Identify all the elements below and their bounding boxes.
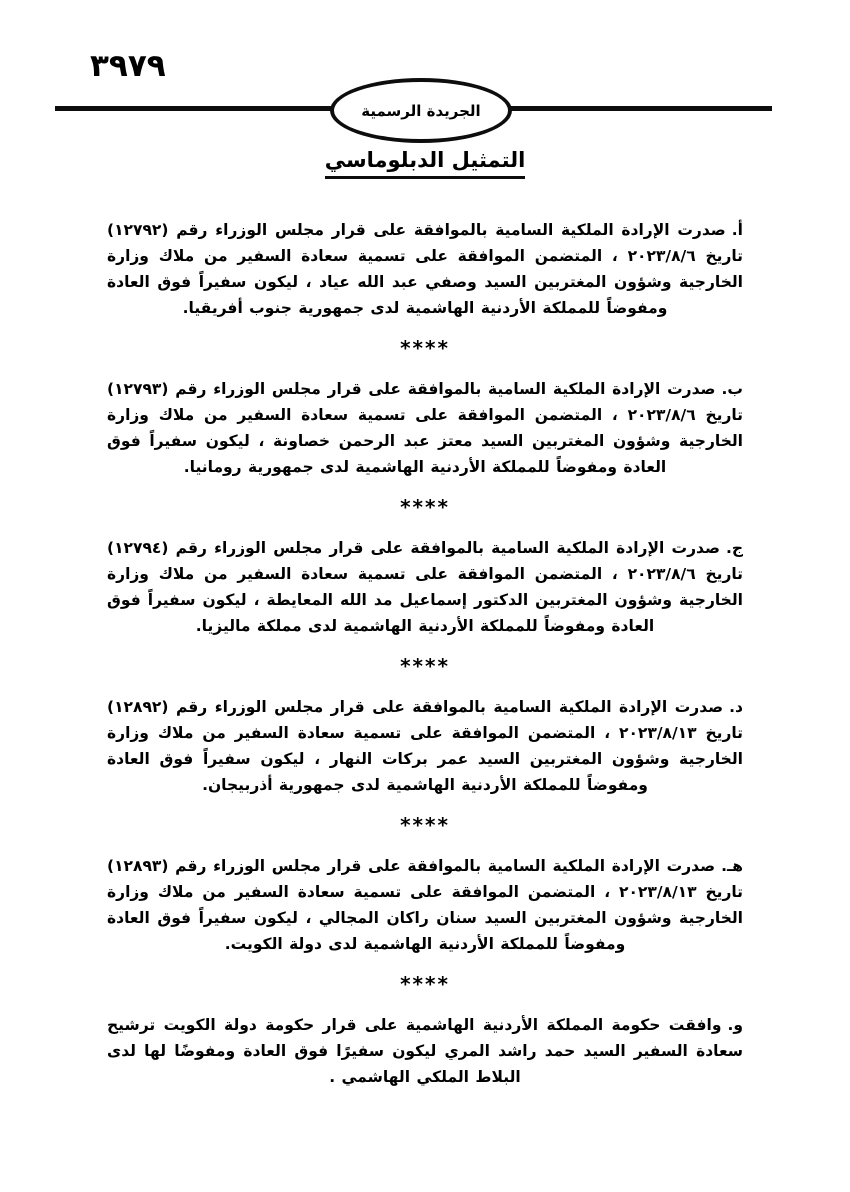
decree-text: صدرت الإرادة الملكية السامية بالموافقة على قرار مجلس الوزراء رقم (١٢٧٩٣) تاريخ ٢٠٢٣/٨/٦ ، المتضمن الموافقة على تسمية سعادة السفير من ملاك وزارة الخارجية وشؤون المغتربين السيد معتز عبد الرحمن خصاونة ، ليكون سفيراً فوق العادة ومفوضاً للمملكة الأردنية الهاشمية لدى جمهورية رومانيا.	[107, 379, 744, 476]
decree-label: أ.	[731, 220, 743, 239]
section-separator: ****	[400, 972, 450, 996]
decree-label: ب.	[721, 379, 743, 398]
decree-text: صدرت الإرادة الملكية السامية بالموافقة على قرار مجلس الوزراء رقم (١٢٨٩٣) تاريخ ٢٠٢٣/٨/١٣ ، المتضمن الموافقة على تسمية سعادة السفير من ملاك وزارة الخارجية وشؤون المغتربين السيد سنان راكان المجالي ، ليكون سفيراً فوق العادة ومفوضاً للمملكة الأردنية الهاشمية لدى دولة الكويت.	[107, 856, 744, 953]
gazette-seal-text: الجريدة الرسمية	[361, 101, 481, 120]
decree-item-b	[107, 376, 743, 480]
section-separator: ****	[400, 813, 450, 837]
decree-label: د.	[729, 697, 743, 716]
decree-item-a	[107, 217, 743, 321]
decree-label: و.	[727, 1015, 743, 1034]
decrees-content	[107, 201, 743, 1105]
section-separator: ****	[400, 654, 450, 678]
decree-text: صدرت الإرادة الملكية السامية بالموافقة على قرار مجلس الوزراء رقم (١٢٧٩٢) تاريخ ٢٠٢٣/٨/٦ ، المتضمن الموافقة على تسمية سعادة السفير من ملاك وزارة الخارجية وشؤون المغتربين السيد وصفي عبد الله عياد ، ليكون سفيراً فوق العادة ومفوضاً للمملكة الأردنية الهاشمية لدى جمهورية جنوب أفريقيا.	[107, 220, 744, 317]
decree-item-d	[107, 694, 743, 798]
title-wrap	[0, 148, 850, 179]
section-separator: ****	[400, 336, 450, 360]
section-separator: ****	[400, 495, 450, 519]
gazette-oval-seal	[330, 78, 512, 143]
decree-label: ج.	[725, 538, 743, 557]
decree-text: وافقت حكومة المملكة الأردنية الهاشمية على قرار حكومة دولة الكويت ترشيح سعادة السفير السيد حمد راشد المري ليكون سفيرًا فوق العادة ومفوضًا لها لدى البلاط الملكي الهاشمي .	[107, 1015, 743, 1086]
page-number: ٣٩٧٩	[90, 48, 166, 84]
decree-text: صدرت الإرادة الملكية السامية بالموافقة على قرار مجلس الوزراء رقم (١٢٧٩٤) تاريخ ٢٠٢٣/٨/٦ ، المتضمن الموافقة على تسمية سعادة السفير من ملاك وزارة الخارجية وشؤون المغتربين الدكتور إسماعيل مد الله المعايطة ، ليكون سفيراً فوق العادة ومفوضاً للمملكة الأردنية الهاشمية لدى مملكة ماليزيا.	[107, 538, 744, 635]
decree-item-h	[107, 853, 743, 957]
decree-item-j	[107, 535, 743, 639]
decree-item-w	[107, 1012, 743, 1090]
decree-label: هـ.	[721, 856, 743, 875]
decree-text: صدرت الإرادة الملكية السامية بالموافقة على قرار مجلس الوزراء رقم (١٢٨٩٢) تاريخ ٢٠٢٣/٨/١٣ ، المتضمن الموافقة على تسمية سعادة السفير من ملاك وزارة الخارجية وشؤون المغتربين السيد عمر بركات النهار ، ليكون سفيراً فوق العادة ومفوضاً للمملكة الأردنية الهاشمية لدى جمهورية أذربيجان.	[107, 697, 744, 794]
page-title: التمثيل الدبلوماسي	[325, 148, 526, 179]
